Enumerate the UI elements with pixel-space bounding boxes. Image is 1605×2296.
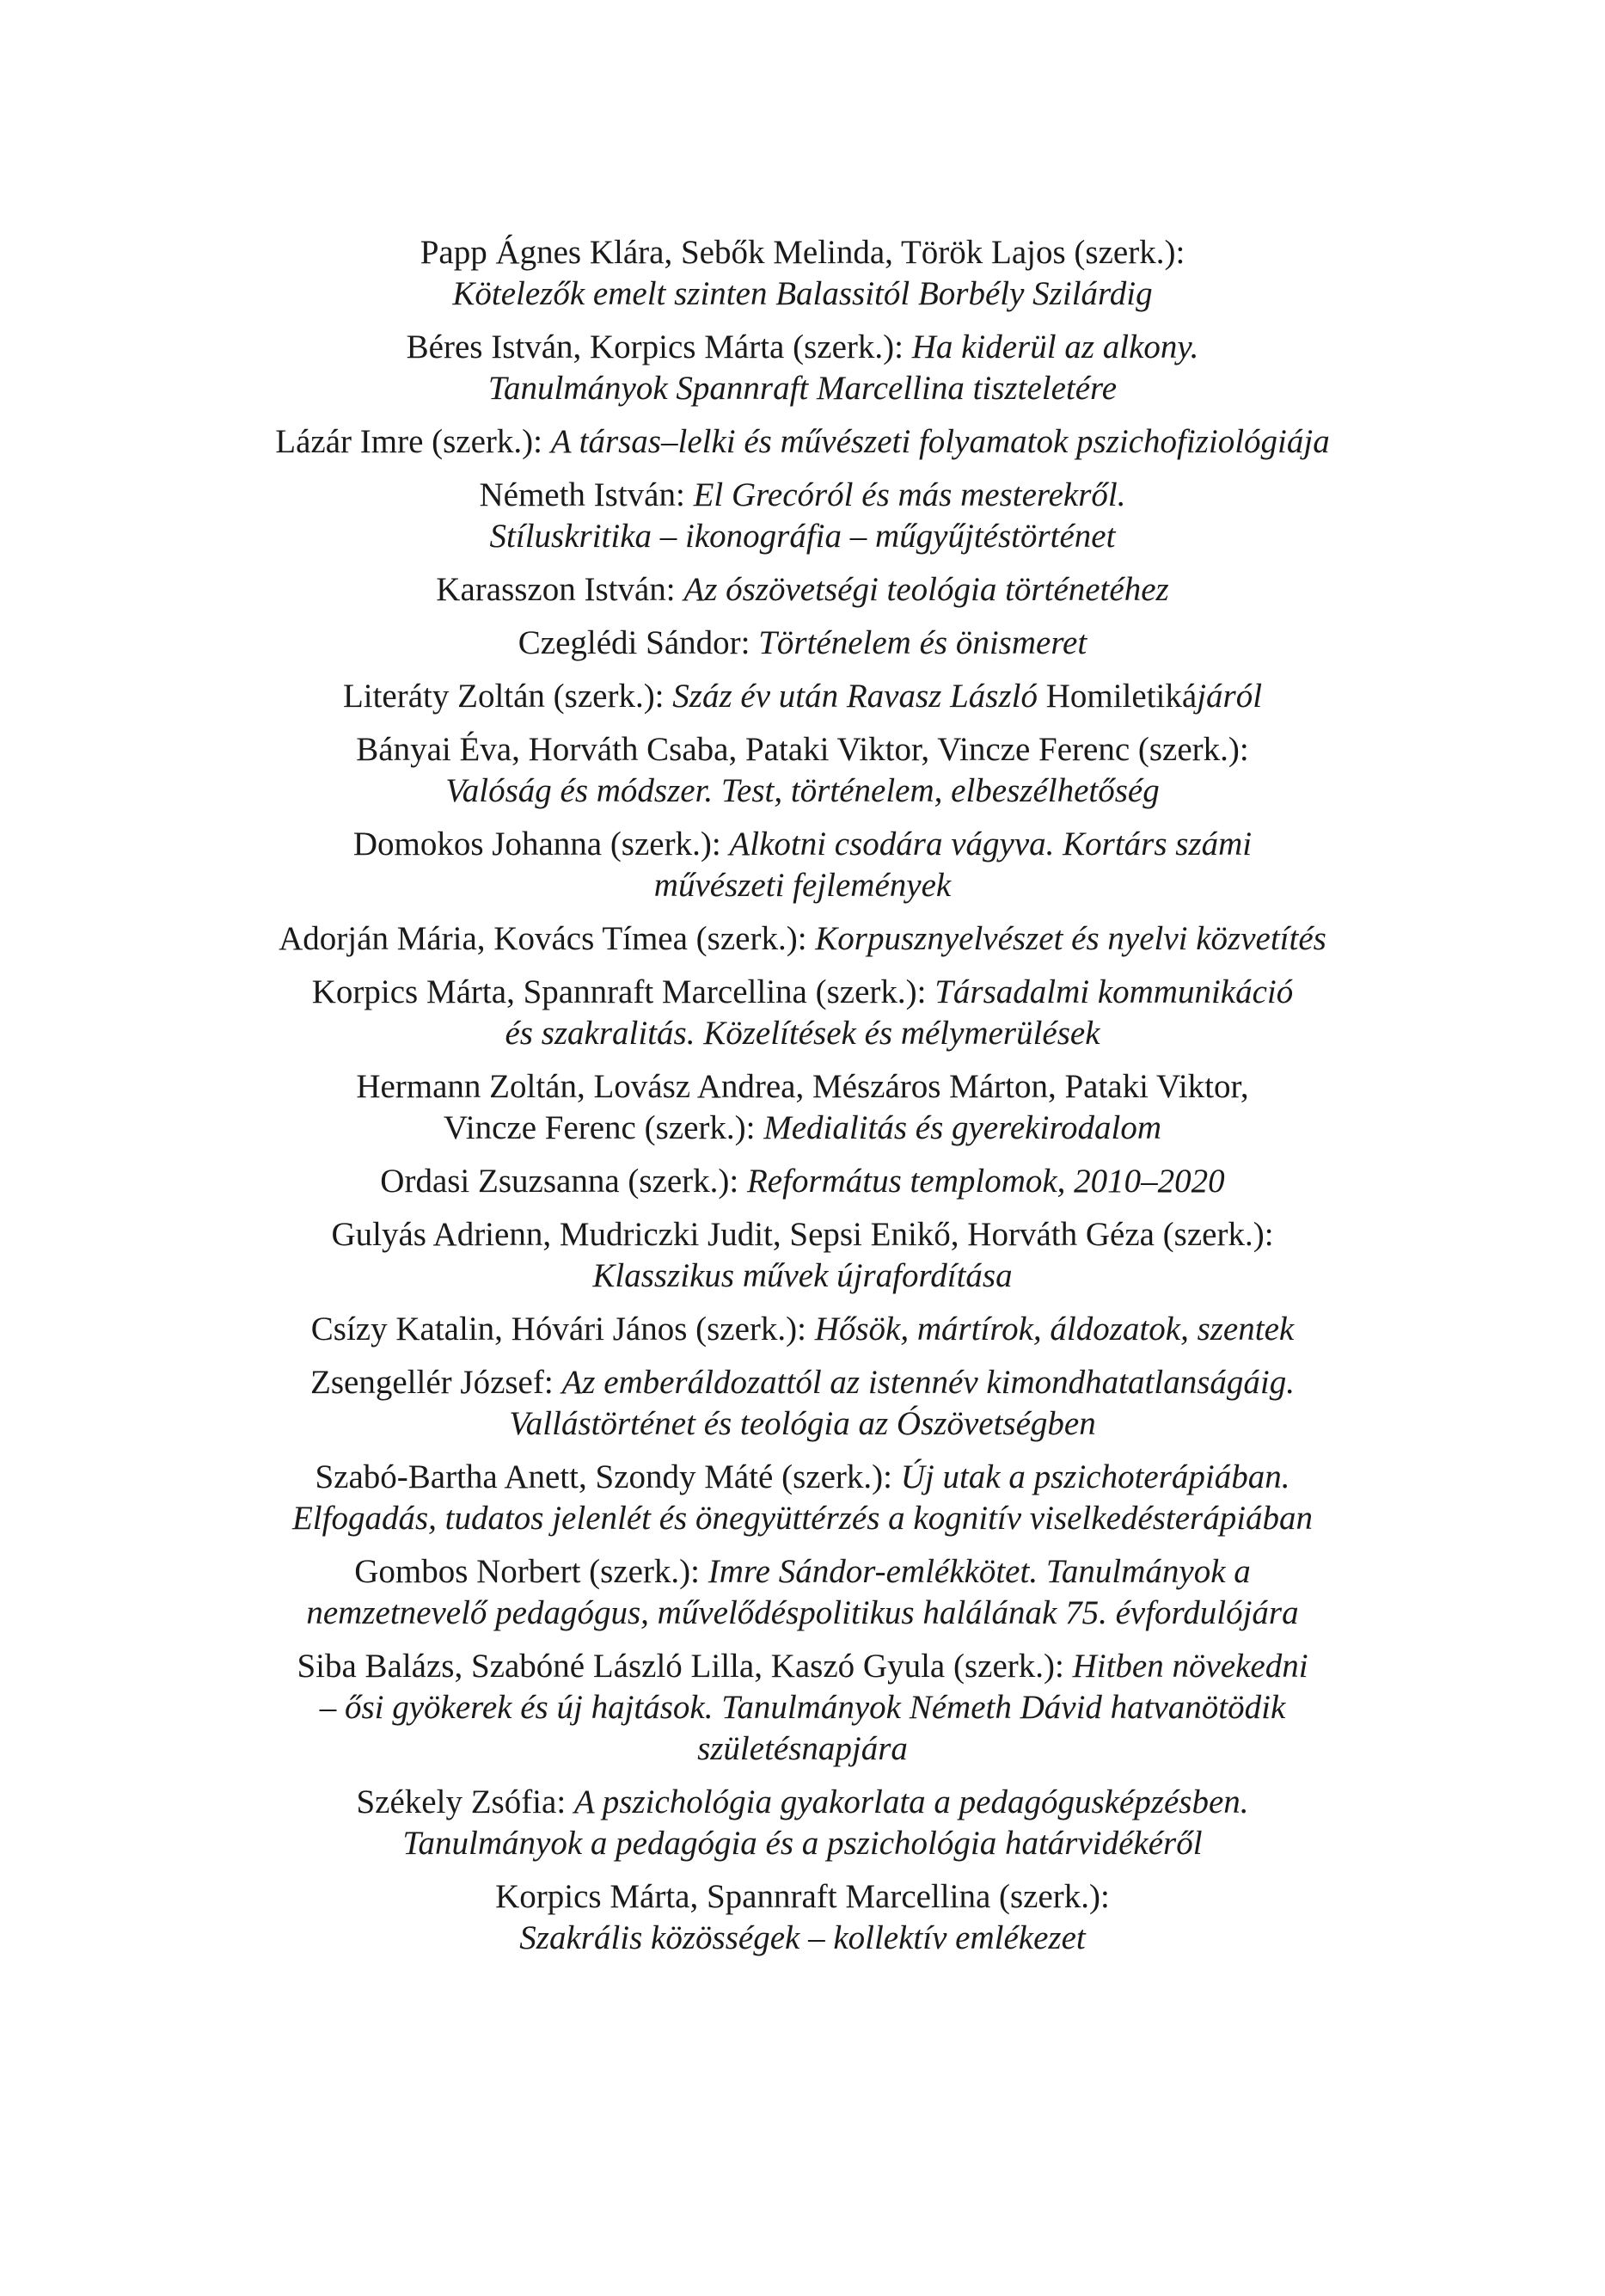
author-line: Korpics Márta, Spannraft Marcellina (szerk.): [311, 973, 935, 1010]
book-title-continued: – ősi gyökerek és új hajtások. Tanulmányok Németh Dávid hatvanötödik [319, 1689, 1286, 1726]
author-line: Siba Balázs, Szabóné László Lilla, Kaszó Gyula (szerk.): [297, 1648, 1073, 1685]
book-title-roman-part: Homiletiká [1037, 678, 1198, 715]
book-title: Társadalmi kommunikáció [934, 973, 1294, 1010]
author-line: Karasszon István: [436, 571, 684, 608]
list-item [0, 824, 1605, 906]
book-title: Ha kiderül az alkony. [911, 328, 1199, 365]
list-item [0, 1362, 1605, 1445]
book-title-continued: Stíluskritika – ikonográfia – műgyűjtéstörténet [489, 518, 1116, 555]
author-line: Székely Zsófia: [356, 1783, 574, 1820]
author-line: Lázár Imre (szerk.): [275, 423, 551, 460]
author-line: Papp Ágnes Klára, Sebők Melinda, Török Lajos (szerk.): [420, 234, 1185, 271]
list-item [0, 676, 1605, 717]
book-title: Szakrális közösségek – kollektív emlékezet [519, 1919, 1086, 1956]
author-line: Adorján Mária, Kovács Tímea (szerk.): [279, 920, 816, 957]
list-item [0, 327, 1605, 409]
book-title: Alkotni csodára vágyva. Kortárs számi [729, 826, 1253, 863]
book-title: A pszichológia gyakorlata a pedagógusképzésben. [573, 1783, 1249, 1820]
author-line: Czeglédi Sándor: [518, 624, 759, 661]
book-title: Száz év után Ravasz László [672, 678, 1038, 715]
author-line: Korpics Márta, Spannraft Marcellina (szerk.): [495, 1878, 1110, 1915]
author-line: Bányai Éva, Horváth Csaba, Pataki Viktor, Vincze Ferenc (szerk.): [356, 731, 1249, 768]
book-title-continued: Tanulmányok a pedagógia és a pszichológia határvidékéről [402, 1825, 1203, 1862]
author-line: Gombos Norbert (szerk.): [354, 1553, 708, 1590]
book-title-continued: Tanulmányok Spannraft Marcellina tiszteletére [487, 370, 1118, 407]
book-title: Valóság és módszer. Test, történelem, elbeszélhetőség [445, 772, 1160, 809]
book-title: A társas–lelki és művészeti folyamatok pszichofiziológiája [550, 423, 1330, 460]
book-title: Hősök, mártírok, áldozatok, szentek [814, 1311, 1295, 1348]
list-item [0, 1876, 1605, 1959]
list-item [0, 1646, 1605, 1770]
book-title-continued: nemzetnevelő pedagógus, művelődéspolitikus halálának 75. évfordulójára [306, 1594, 1299, 1631]
book-title: Történelem és önismeret [758, 624, 1087, 661]
book-title: Az emberáldozattól az istennév kimondhatatlanságáig. [561, 1364, 1295, 1401]
list-item [0, 475, 1605, 557]
author-line-continued: Vincze Ferenc (szerk.): [443, 1109, 764, 1146]
book-title: Hitben növekedni [1072, 1648, 1308, 1685]
book-title: Medialitás és gyerekirodalom [763, 1109, 1162, 1146]
book-title: Az ószövetségi teológia történetéhez [683, 571, 1169, 608]
author-line: Ordasi Zsuzsanna (szerk.): [380, 1163, 747, 1200]
book-title-tail: járól [1197, 678, 1263, 715]
book-list [0, 232, 1605, 1971]
book-title: Új utak a pszichoterápiában. [900, 1458, 1290, 1495]
list-item [0, 421, 1605, 463]
book-title-continued: művészeti fejlemények [653, 867, 952, 904]
list-item [0, 1457, 1605, 1539]
list-item [0, 1551, 1605, 1634]
list-item [0, 623, 1605, 664]
list-item [0, 569, 1605, 611]
author-line: Németh István: [479, 476, 694, 513]
list-item [0, 729, 1605, 812]
author-line: Domokos Johanna (szerk.): [352, 826, 730, 863]
book-title-continued: és szakralitás. Közelítések és mélymerülések [505, 1015, 1100, 1052]
book-title-continued: Elfogadás, tudatos jelenlét és önegyüttérzés a kognitív viselkedésterápiában [291, 1500, 1314, 1537]
book-title: Református templomok, 2010–2020 [746, 1163, 1225, 1200]
author-line: Gulyás Adrienn, Mudriczki Judit, Sepsi Enikő, Horváth Géza (szerk.): [331, 1216, 1274, 1253]
book-title: El Grecóról és más mesterekről. [693, 476, 1126, 513]
list-item [0, 1214, 1605, 1297]
list-item [0, 1066, 1605, 1149]
book-title: Klasszikus művek újrafordítása [592, 1257, 1013, 1294]
book-title: Imre Sándor-emlékkötet. Tanulmányok a [708, 1553, 1251, 1590]
book-title: Korpusznyelvészet és nyelvi közvetítés [815, 920, 1326, 957]
book-title: Kötelezők emelt szinten Balassitól Borbély Szilárdig [452, 275, 1153, 312]
author-line: Szabó-Bartha Anett, Szondy Máté (szerk.): [315, 1458, 901, 1495]
author-line: Literáty Zoltán (szerk.): [342, 678, 673, 715]
author-line: Zsengellér József: [310, 1364, 562, 1401]
book-title-continued: Vallástörténet és teológia az Ószövetségben [509, 1405, 1096, 1442]
list-item [0, 918, 1605, 960]
author-line: Csízy Katalin, Hóvári János (szerk.): [310, 1311, 815, 1348]
author-line: Hermann Zoltán, Lovász Andrea, Mészáros Márton, Pataki Viktor, [356, 1068, 1249, 1105]
list-item [0, 1782, 1605, 1864]
author-line: Béres István, Korpics Márta (szerk.): [406, 328, 912, 365]
book-title-continued: születésnapjára [697, 1730, 908, 1767]
list-item [0, 972, 1605, 1054]
list-item [0, 1309, 1605, 1350]
list-item [0, 232, 1605, 315]
list-item [0, 1161, 1605, 1202]
